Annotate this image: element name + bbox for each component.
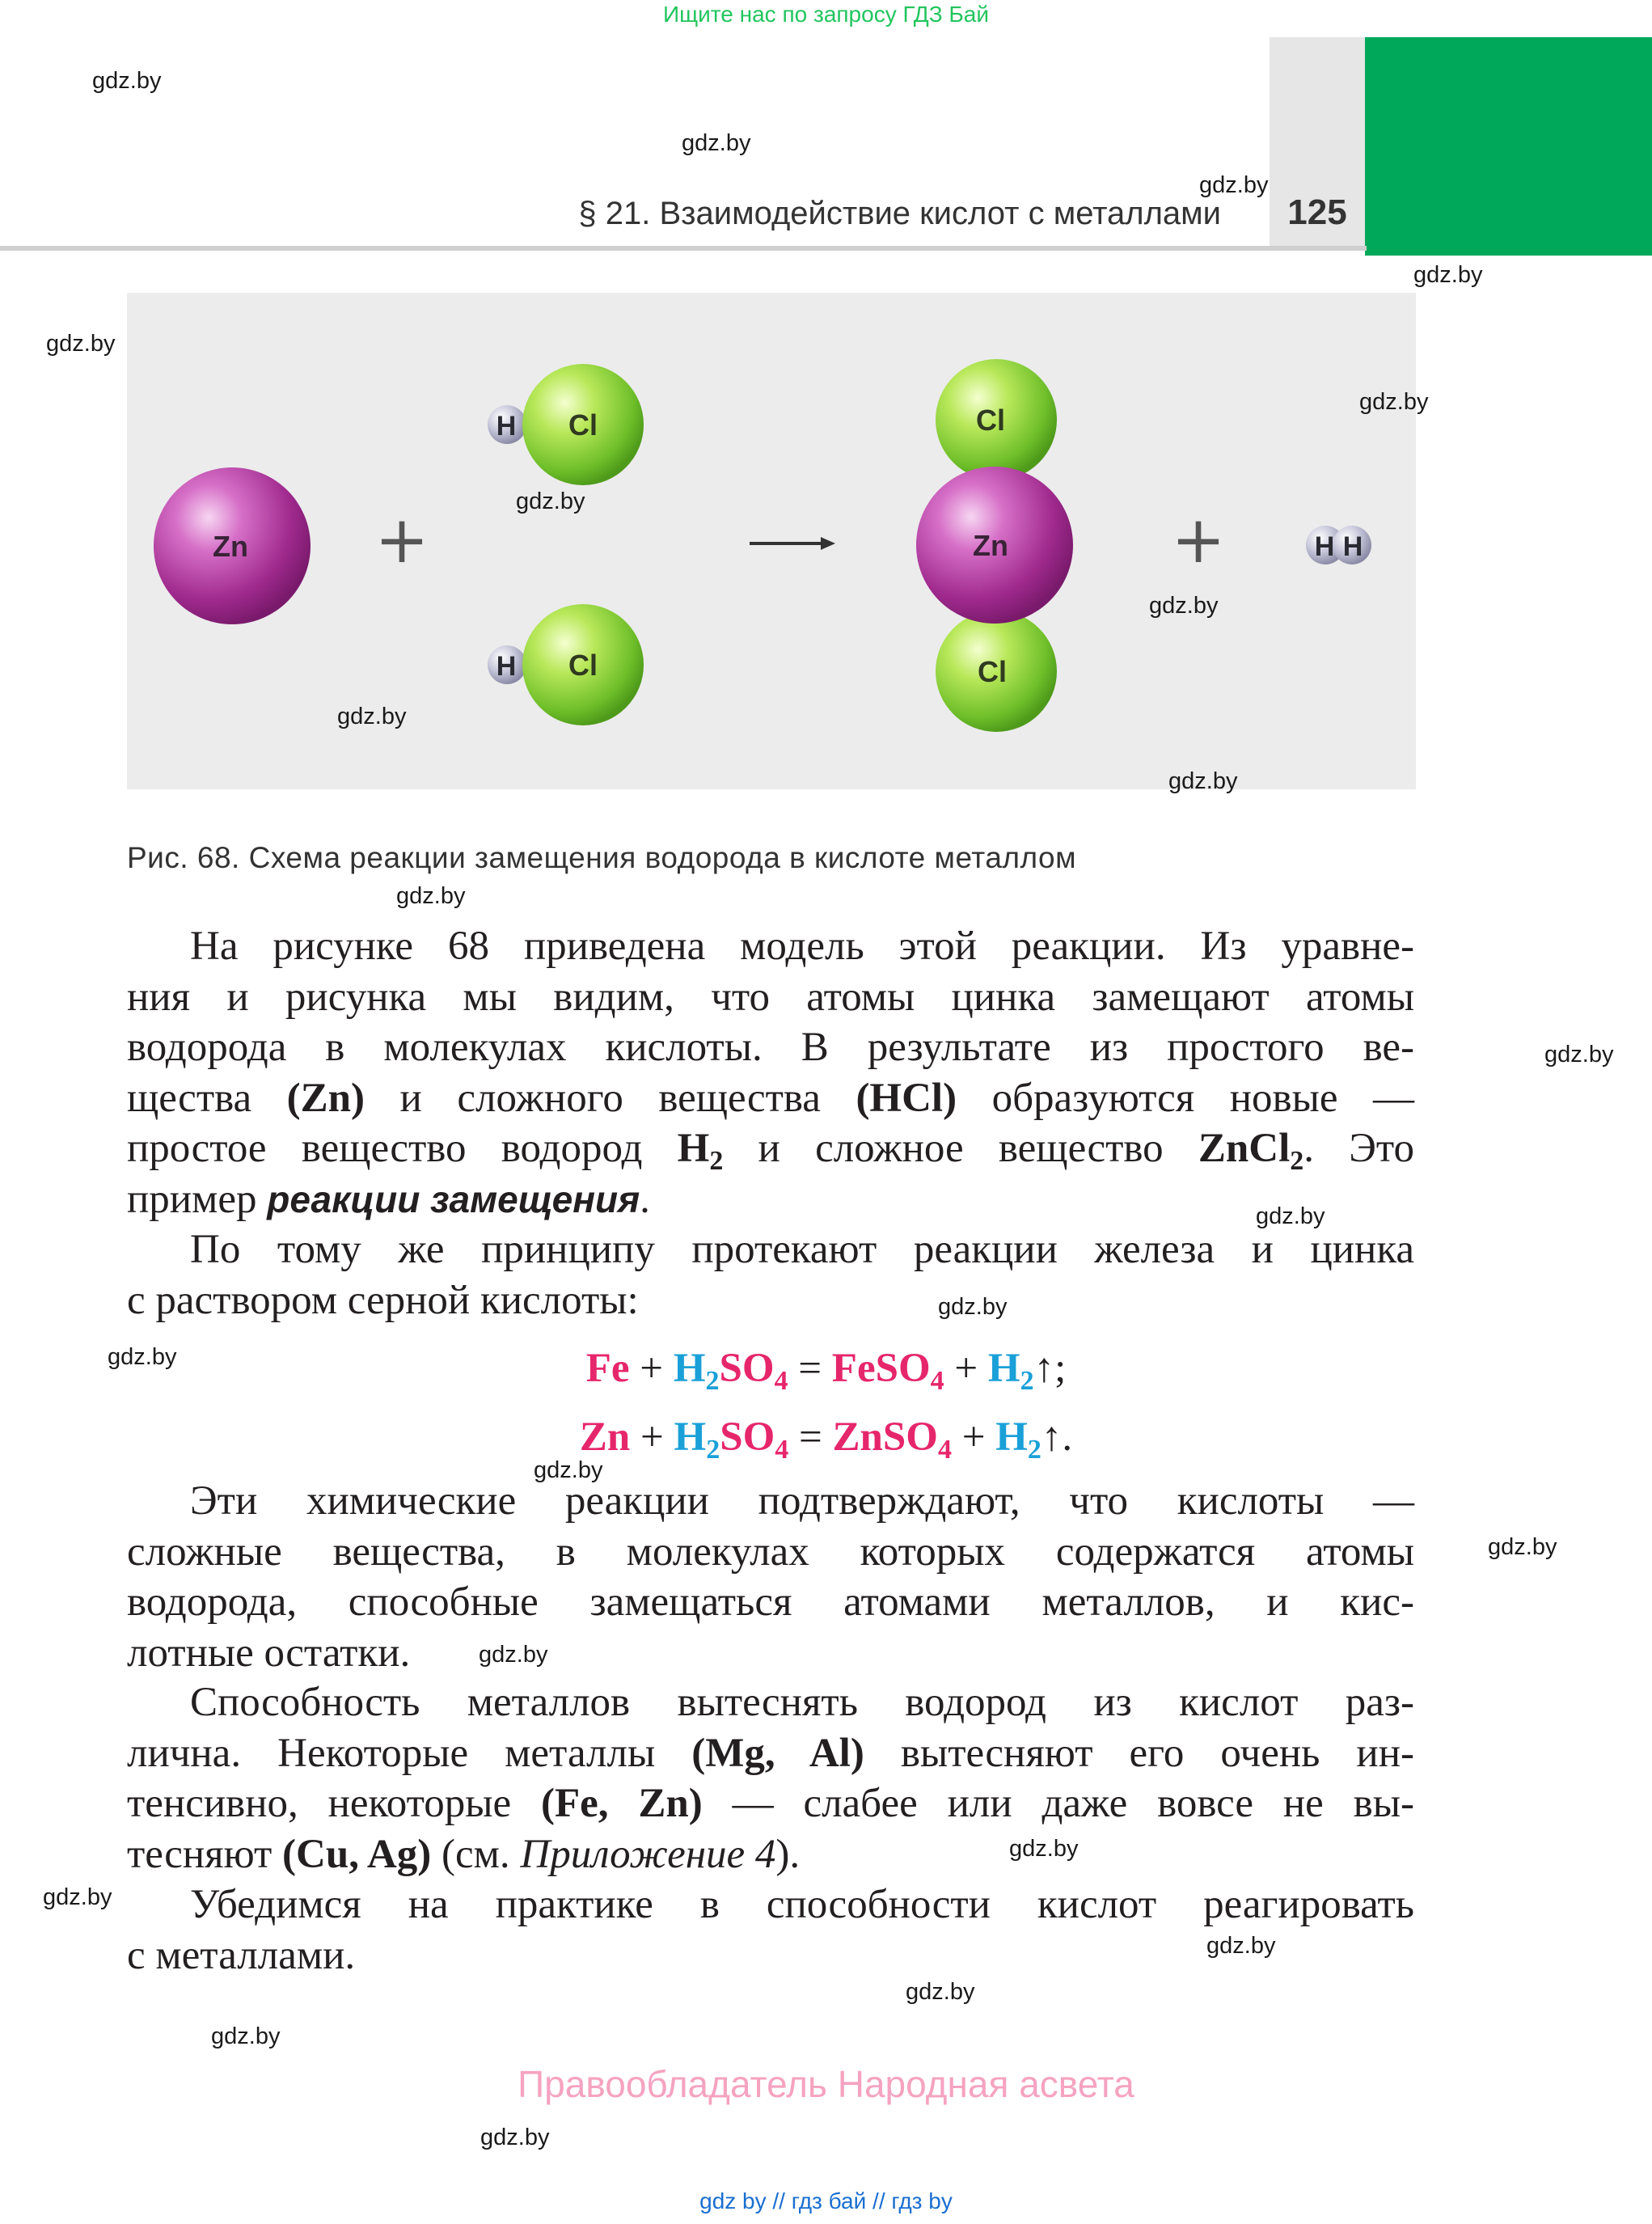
zinc-label: Zn [213, 530, 248, 563]
watermark: gdz.by [480, 2125, 550, 2150]
text-line: По тому же принципу протекают реакции железа и цинка [190, 1227, 1414, 1272]
paragraph-4 [127, 1677, 1414, 1879]
watermark: gdz.by [108, 1344, 177, 1370]
copyright-notice: Правообладатель Народная асвета [518, 2063, 1134, 2105]
section-title: § 21. Взаимодействие кислот с металлами [578, 196, 1221, 231]
chlorine-label: Cl [978, 655, 1007, 688]
hydrogen-label: H [1314, 531, 1335, 562]
figure-caption: Рис. 68. Схема реакции замещения водорода в кислоте металлом [127, 841, 1077, 874]
text-line: щества (Zn) и сложного вещества (HCl) образуются новые — [127, 1075, 1414, 1121]
text-line: Способность металлов вытеснять водород из кислот раз- [190, 1680, 1414, 1725]
text-line: с раствором серной кислоты: [127, 1277, 639, 1323]
hcl-molecule-bottom [488, 604, 644, 725]
watermark: gdz.by [1149, 593, 1219, 619]
text-line: ния и рисунка мы видим, что атомы цинка замещают атомы [127, 974, 1414, 1020]
chlorine-label: Cl [568, 649, 598, 682]
paragraph-3 [127, 1476, 1414, 1678]
plus-sign-2: + [1171, 502, 1226, 577]
zinc-label: Zn [973, 529, 1008, 562]
text-line: водорода, способные замещаться атомами металлов, и кис- [127, 1579, 1414, 1625]
watermark: gdz.by [1359, 389, 1429, 415]
zinc-atom-reactant [154, 467, 311, 624]
watermark: gdz.by [43, 1884, 112, 1910]
watermark: gdz.by [906, 1979, 975, 2005]
watermark: gdz.by [516, 488, 585, 514]
text-line: Эти химические реакции подтверждают, что кислоты — [190, 1478, 1414, 1524]
text-line: водорода в молекулах кислоты. В результате из простого ве- [127, 1025, 1414, 1070]
watermark: gdz.by [1256, 1203, 1325, 1229]
text-line: тесняют (Cu, Ag) (см. Приложение 4). [127, 1831, 801, 1877]
header-rule [0, 246, 1367, 251]
watermark: gdz.by [1413, 262, 1483, 288]
watermark: gdz.by [92, 68, 162, 94]
watermark: gdz.by [396, 883, 466, 909]
watermark: gdz.by [337, 704, 407, 729]
watermark: gdz.by [1206, 1933, 1276, 1959]
hydrogen-label: H [496, 411, 517, 442]
hydrogen-label: H [496, 651, 517, 682]
watermark: gdz.by [46, 331, 116, 357]
text-line: лична. Некоторые металлы (Mg, Al) вытесняют его очень ин- [127, 1730, 1414, 1776]
plus-sign-1: + [374, 502, 429, 577]
text-line: сложные вещества, в молекулах которых содержатся атомы [127, 1528, 1414, 1575]
key-term: реакции замещения [267, 1178, 640, 1220]
watermark: gdz.by [1199, 172, 1269, 198]
watermark: gdz.by [1544, 1042, 1614, 1068]
reaction-diagram [127, 293, 1416, 789]
chapter-color-tab [1365, 37, 1652, 256]
watermark: gdz.by [682, 130, 751, 156]
reaction-figure [127, 293, 1416, 789]
watermark: gdz.by [1009, 1836, 1079, 1862]
footer-links[interactable]: gdz by // гдз бай // гдз by [699, 2188, 953, 2213]
hydrogen-molecule [1306, 526, 1371, 564]
text-line: На рисунке 68 приведена модель этой реакции. Из уравне- [190, 924, 1414, 969]
paragraph-2 [127, 1224, 1414, 1326]
text-line: пример реакции замещения. [127, 1176, 650, 1222]
watermark: gdz.by [479, 1642, 548, 1668]
hydrogen-label: H [1342, 531, 1363, 562]
page-number: 125 [1287, 192, 1347, 232]
chlorine-label: Cl [976, 404, 1005, 437]
paragraph-1 [127, 921, 1414, 1224]
watermark: gdz.by [534, 1457, 603, 1483]
equation-iron: $Fe + H_2SO_4$ = FeSO$_4$ + $H_2↑$; [585, 1346, 1067, 1396]
text-line: простое вещество водород $H_2$ и сложное вещество ZnCl$_2$. Это [127, 1126, 1414, 1176]
text-line: тенсивно, некоторые (Fe, Zn) — слабее или даже вовсе не вы- [127, 1781, 1415, 1826]
paragraph-5 [127, 1879, 1414, 1981]
watermark: gdz.by [1488, 1534, 1557, 1560]
watermark: gdz.by [1168, 768, 1238, 794]
watermark: gdz.by [938, 1294, 1008, 1320]
chlorine-label: Cl [568, 408, 598, 442]
hcl-molecule-top [488, 364, 644, 485]
watermark: gdz.by [211, 2023, 281, 2049]
zinc-chloride-molecule [916, 359, 1073, 732]
text-line: Убедимся на практике в способности кислот реагировать [190, 1882, 1414, 1927]
equation-zinc: $Zn + H_2SO_4$ = ZnSO$_4$ + $H_2↑$. [579, 1414, 1073, 1465]
top-banner-link[interactable]: Ищите нас по запросу ГДЗ Бай [662, 2, 990, 27]
text-line: с металлами. [127, 1932, 356, 1978]
reaction-arrow [750, 537, 835, 550]
text-line: лотные остатки. [127, 1630, 411, 1676]
